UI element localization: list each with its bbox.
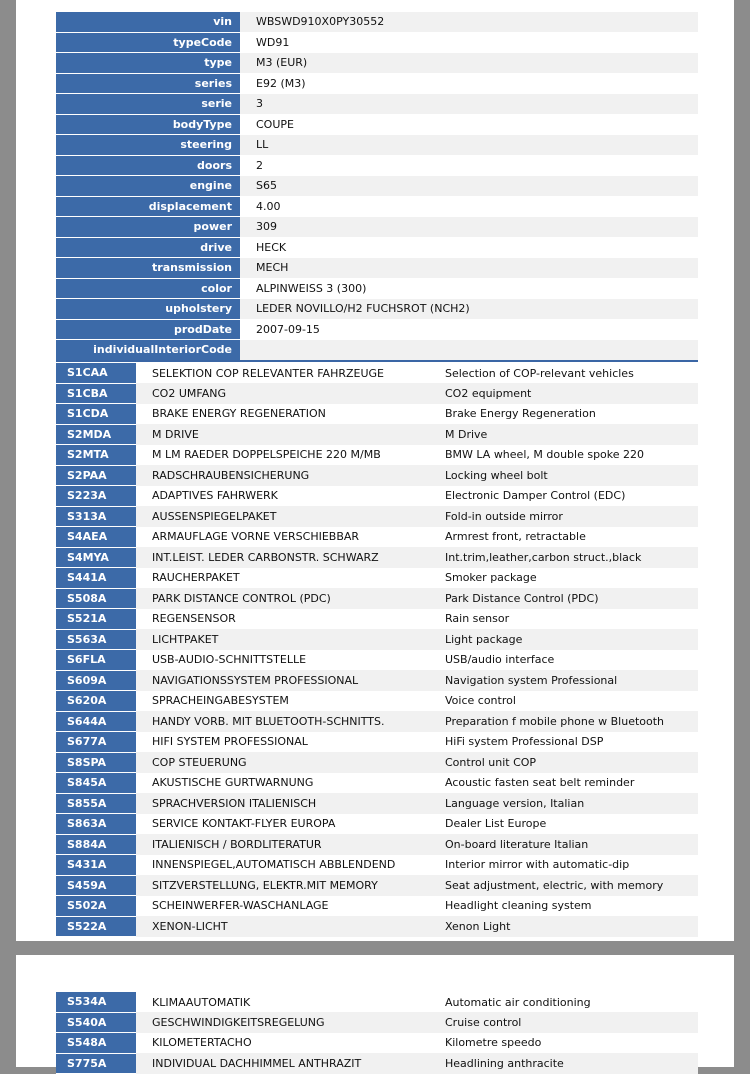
option-description-english: Park Distance Control (PDC) [445,588,698,609]
option-description-english: Dealer List Europe [445,817,547,831]
option-code: S223A [56,486,136,507]
vehicle-field-value: WBSWD910X0PY30552 [240,12,698,32]
option-code: S521A [56,609,136,630]
option-code: S563A [56,629,136,650]
option-code: S522A [56,916,136,937]
option-row [56,992,698,1012]
option-description-english: Fold-in outside mirror [445,506,698,527]
option-description-german: AKUSTISCHE GURTWARNUNG [152,776,314,790]
option-row [56,465,698,486]
option-row [56,711,698,732]
option-description-english: CO2 equipment [445,383,698,404]
option-description-german: AUSSENSPIEGELPAKET [136,506,445,527]
vehicle-field-value: 4.00 [240,196,698,217]
vehicle-field-label: upholstery [56,299,240,320]
option-code: S644A [56,711,136,732]
vehicle-field-value [240,340,698,361]
option-row [56,691,698,712]
vehicle-field-value: MECH [240,258,698,279]
option-description-english: Rain sensor [445,612,510,626]
option-code: S6FLA [56,650,136,671]
option-code: S502A [56,896,136,917]
vehicle-field-value: E92 (M3) [240,73,698,94]
vehicle-row [56,73,698,94]
option-code: S508A [56,588,136,609]
option-description-german: ARMAUFLAGE VORNE VERSCHIEBBAR [152,530,360,544]
vehicle-field-value: 3 [240,94,698,115]
option-description-english: Voice control [445,694,516,708]
option-row [56,527,698,548]
option-description-english: Selection of COP-relevant vehicles [445,366,634,380]
vehicle-field-label: power [56,217,240,238]
option-code: S431A [56,855,136,876]
vehicle-field-value: 2007-09-15 [240,319,698,340]
option-description-english: Seat adjustment, electric, with memory [445,875,698,896]
option-description-german: KLIMAAUTOMATIK [152,995,251,1009]
option-description-english: Language version, Italian [445,793,698,814]
option-description-english: Smoker package [445,571,537,585]
option-code: S884A [56,834,136,855]
vehicle-field-value: ALPINWEISS 3 (300) [240,278,698,299]
option-description-german: SELEKTION COP RELEVANTER FAHRZEUGE [152,366,385,380]
option-code: S1CAA [56,363,136,383]
vehicle-field-value: COUPE [240,114,698,135]
vehicle-row [56,299,698,320]
vehicle-row [56,217,698,238]
option-description-english: Control unit COP [445,752,698,773]
vehicle-row [56,155,698,176]
option-row [56,445,698,466]
vehicle-row [56,135,698,156]
option-description-german: SPRACHVERSION ITALIENISCH [136,793,445,814]
option-code: S1CBA [56,383,136,404]
option-row [56,609,698,630]
option-code: S2MTA [56,445,136,466]
option-description-german: NAVIGATIONSSYSTEM PROFESSIONAL [136,670,445,691]
option-row [56,855,698,876]
vehicle-field-label: individualInteriorCode [56,340,240,361]
option-code: S534A [56,992,136,1012]
option-code: S2MDA [56,424,136,445]
option-row [56,1033,698,1054]
option-description-english: Electronic Damper Control (EDC) [445,489,626,503]
option-description-german: SPRACHEINGABESYSTEM [152,694,289,708]
option-description-english: Interior mirror with automatic-dip [445,858,630,872]
option-description-german: LICHTPAKET [136,629,445,650]
option-description-english: Navigation system Professional [445,670,698,691]
option-row [56,793,698,814]
vehicle-field-label: typeCode [56,32,240,53]
option-row [56,1012,698,1033]
option-row [56,383,698,404]
vehicle-row [56,32,698,53]
vehicle-field-label: color [56,278,240,299]
option-description-english: Locking wheel bolt [445,465,698,486]
option-code: S548A [56,1033,136,1054]
option-code: S677A [56,732,136,753]
vehicle-field-label: prodDate [56,319,240,340]
vehicle-field-label: type [56,53,240,74]
option-row [56,896,698,917]
option-description-english: Headlining anthracite [445,1053,698,1074]
option-description-german: SERVICE KONTAKT-FLYER EUROPA [152,817,336,831]
vehicle-row [56,176,698,197]
option-description-german: RAUCHERPAKET [152,571,240,585]
vehicle-field-label: series [56,73,240,94]
option-description-german: HANDY VORB. MIT BLUETOOTH-SCHNITTS. [136,711,445,732]
option-description-english: Headlight cleaning system [445,899,592,913]
option-description-german: M DRIVE [136,424,445,445]
option-description-english: Cruise control [445,1012,698,1033]
option-row [56,486,698,507]
option-description-german: ADAPTIVES FAHRWERK [152,489,278,503]
option-description-german: SITZVERSTELLUNG, ELEKTR.MIT MEMORY [136,875,445,896]
option-description-german: INNENSPIEGEL,AUTOMATISCH ABBLENDEND [152,858,396,872]
document-page-2 [16,955,734,1070]
vehicle-row [56,196,698,217]
option-description-english: Armrest front, retractable [445,530,586,544]
option-row [56,834,698,855]
vehicle-field-label: engine [56,176,240,197]
option-description-german: XENON-LICHT [136,916,445,937]
option-row [56,670,698,691]
vehicle-row [56,114,698,135]
vehicle-row [56,12,698,32]
option-description-english: Xenon Light [445,916,698,937]
option-row [56,547,698,568]
option-row [56,916,698,937]
option-description-english: Kilometre speedo [445,1036,542,1050]
option-description-german: SCHEINWERFER-WASCHANLAGE [152,899,329,913]
option-row [56,424,698,445]
vehicle-field-value: S65 [240,176,698,197]
option-description-german: REGENSENSOR [152,612,236,626]
vehicle-field-value: HECK [240,237,698,258]
option-description-english: M Drive [445,424,698,445]
vehicle-field-value: 2 [240,155,698,176]
options-table-page-2 [56,992,698,1074]
option-row [56,814,698,835]
option-row [56,752,698,773]
option-row [56,404,698,425]
option-row [56,629,698,650]
vehicle-row [56,94,698,115]
option-description-german: INT.LEIST. LEDER CARBONSTR. SCHWARZ [136,547,445,568]
vehicle-field-label: drive [56,237,240,258]
vehicle-field-value: LL [240,135,698,156]
option-code: S459A [56,875,136,896]
option-description-english: Automatic air conditioning [445,995,591,1009]
option-code: S8SPA [56,752,136,773]
option-description-german: RADSCHRAUBENSICHERUNG [136,465,445,486]
option-code: S540A [56,1012,136,1033]
option-description-german: CO2 UMFANG [136,383,445,404]
vehicle-field-label: serie [56,94,240,115]
option-row [56,732,698,753]
option-description-english: Preparation f mobile phone w Bluetooth [445,711,698,732]
vehicle-row [56,278,698,299]
option-description-english: HiFi system Professional DSP [445,735,604,749]
option-description-german: BRAKE ENERGY REGENERATION [152,407,326,421]
option-code: S775A [56,1053,136,1074]
option-code: S313A [56,506,136,527]
vehicle-field-value: LEDER NOVILLO/H2 FUCHSROT (NCH2) [240,299,698,320]
option-description-german: USB-AUDIO-SCHNITTSTELLE [152,653,307,667]
option-row [56,1053,698,1074]
vehicle-field-label: bodyType [56,114,240,135]
vehicle-info-table [56,12,698,362]
vehicle-row [56,340,698,361]
vehicle-row [56,258,698,279]
option-row [56,773,698,794]
option-row [56,363,698,383]
option-description-german: COP STEUERUNG [136,752,445,773]
option-row [56,588,698,609]
option-code: S863A [56,814,136,835]
vehicle-field-value: M3 (EUR) [240,53,698,74]
option-description-english: USB/audio interface [445,653,555,667]
option-description-english: On-board literature Italian [445,834,698,855]
document-page-1 [16,0,734,941]
option-description-german: KILOMETERTACHO [152,1036,252,1050]
option-description-german: HIFI SYSTEM PROFESSIONAL [152,735,308,749]
vehicle-field-value: 309 [240,217,698,238]
option-description-german: INDIVIDUAL DACHHIMMEL ANTHRAZIT [136,1053,445,1074]
option-row [56,568,698,589]
vehicle-row [56,53,698,74]
option-description-english: Light package [445,629,698,650]
option-description-english: Brake Energy Regeneration [445,407,596,421]
option-code: S1CDA [56,404,136,425]
vehicle-field-label: steering [56,135,240,156]
vehicle-field-label: displacement [56,196,240,217]
option-code: S4AEA [56,527,136,548]
option-row [56,875,698,896]
option-row [56,650,698,671]
option-code: S2PAA [56,465,136,486]
option-code: S620A [56,691,136,712]
option-code: S855A [56,793,136,814]
vehicle-field-label: doors [56,155,240,176]
option-description-german: GESCHWINDIGKEITSREGELUNG [136,1012,445,1033]
option-code: S4MYA [56,547,136,568]
option-code: S441A [56,568,136,589]
option-description-german: ITALIENISCH / BORDLITERATUR [136,834,445,855]
option-description-german: M LM RAEDER DOPPELSPEICHE 220 M/MB [152,448,381,462]
option-description-german: PARK DISTANCE CONTROL (PDC) [136,588,445,609]
option-description-english: BMW LA wheel, M double spoke 220 [445,448,645,462]
vehicle-field-label: transmission [56,258,240,279]
vehicle-row [56,319,698,340]
option-description-english: Acoustic fasten seat belt reminder [445,776,635,790]
vehicle-row [56,237,698,258]
vehicle-field-label: vin [56,12,240,32]
options-table-page-1 [56,363,698,937]
option-description-english: Int.trim,leather,carbon struct.,black [445,547,698,568]
vehicle-field-value: WD91 [240,32,698,53]
option-row [56,506,698,527]
option-code: S609A [56,670,136,691]
option-code: S845A [56,773,136,794]
